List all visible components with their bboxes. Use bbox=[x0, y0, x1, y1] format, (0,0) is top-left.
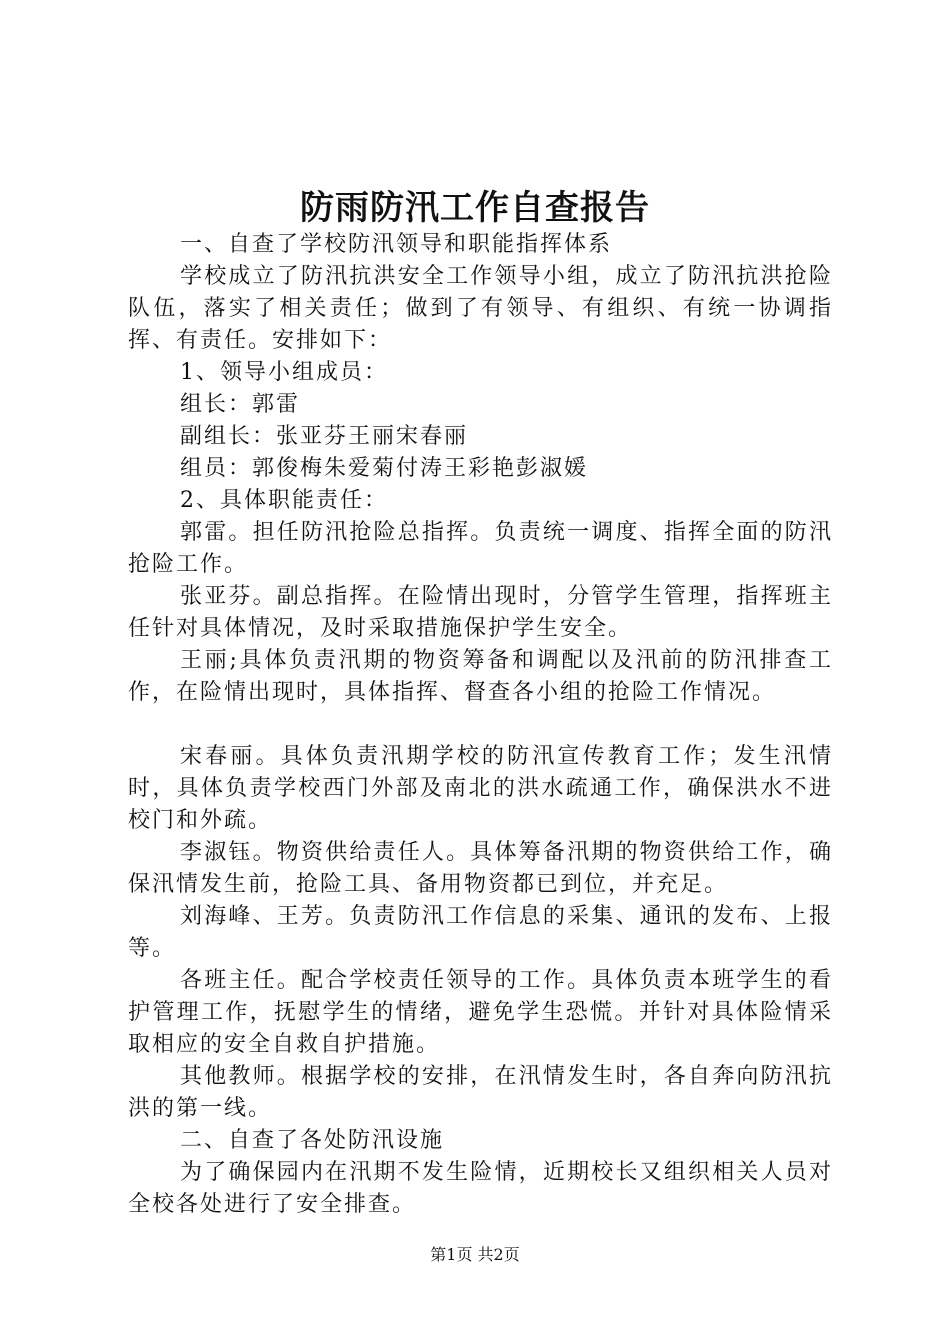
leader-line: 组长：郭雷 bbox=[180, 392, 301, 417]
duty-paragraph: 郭雷。担任防汛抢险总指挥。负责统一调度、指挥全面的防汛抢险工作。 bbox=[128, 520, 833, 577]
list-heading-duties: 2、具体职能责任： bbox=[180, 488, 388, 513]
document-body bbox=[128, 229, 833, 1221]
duty-paragraph: 其他教师。根据学校的安排，在汛情发生时，各自奔向防汛抗洪的第一线。 bbox=[128, 1064, 833, 1121]
list-heading-leaders: 1、领导小组成员： bbox=[180, 360, 388, 385]
duty-paragraph: 张亚芬。副总指挥。在险情出现时，分管学生管理，指挥班主任针对具体情况，及时采取措施保护学生安全。 bbox=[128, 584, 833, 641]
duty-paragraph: 李淑钰。物资供给责任人。具体筹备汛期的物资供给工作，确保汛情发生前，抢险工具、备用物资都已到位，并充足。 bbox=[128, 840, 833, 897]
section-heading-1: 一、自查了学校防汛领导和职能指挥体系 bbox=[180, 232, 613, 257]
page-title: 防雨防汛工作自查报告 bbox=[300, 188, 650, 228]
page-number-footer: 第1页 共2页 bbox=[430, 1245, 520, 1264]
duty-paragraph: 各班主任。配合学校责任领导的工作。具体负责本班学生的看护管理工作，抚慰学生的情绪，避免学生恐慌。并针对具体险情采取相应的安全自救自护措施。 bbox=[128, 968, 833, 1057]
deputy-leader-line: 副组长：张亚芬王丽宋春丽 bbox=[180, 424, 469, 449]
duty-paragraph: 宋春丽。具体负责汛期学校的防汛宣传教育工作；发生汛情时，具体负责学校西门外部及南北的洪水疏通工作，确保洪水不进校门和外疏。 bbox=[128, 744, 833, 833]
blank-line bbox=[128, 709, 833, 741]
paragraph: 为了确保园内在汛期不发生险情，近期校长又组织相关人员对全校各处进行了安全排查。 bbox=[128, 1160, 833, 1217]
duty-paragraph: 王丽;具体负责汛期的物资筹备和调配以及汛前的防汛排查工作，在险情出现时，具体指挥、督查各小组的抢险工作情况。 bbox=[128, 648, 833, 705]
members-line: 组员：郭俊梅朱爱菊付涛王彩艳彭淑媛 bbox=[180, 456, 589, 481]
paragraph: 学校成立了防汛抗洪安全工作领导小组，成立了防汛抗洪抢险队伍，落实了相关责任；做到了有领导、有组织、有统一协调指挥、有责任。安排如下： bbox=[128, 264, 833, 353]
section-heading-2: 二、自查了各处防汛设施 bbox=[180, 1128, 445, 1153]
duty-paragraph: 刘海峰、王芳。负责防汛工作信息的采集、通讯的发布、上报等。 bbox=[128, 904, 833, 961]
